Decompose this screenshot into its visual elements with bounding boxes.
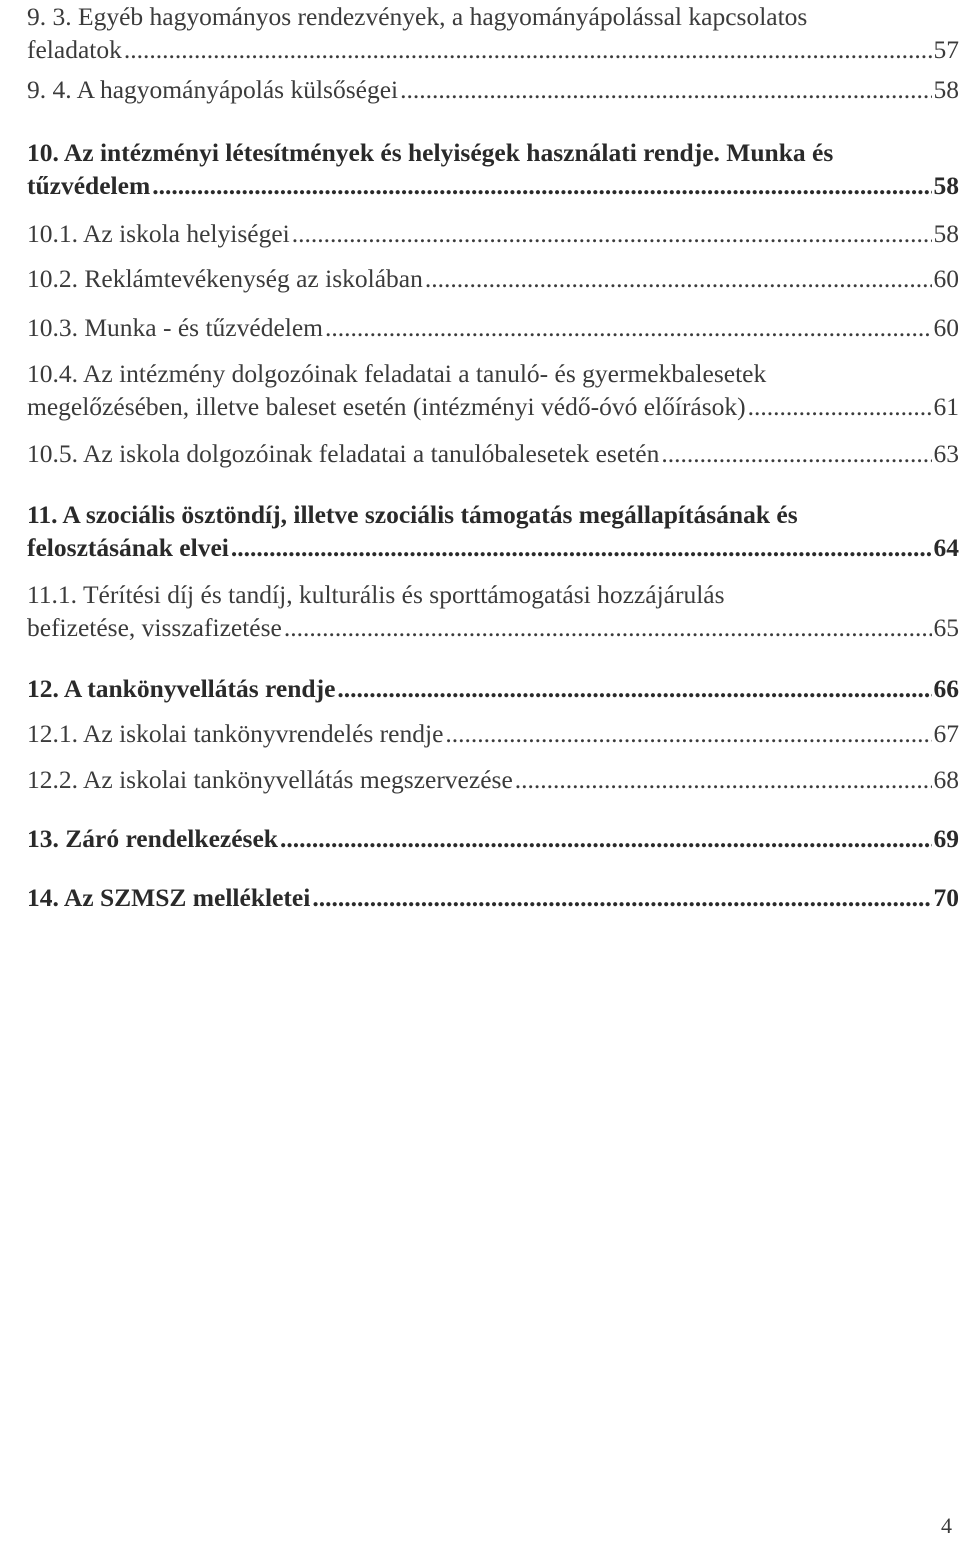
dot-leader xyxy=(229,531,932,564)
toc-page-number: 67 xyxy=(933,719,959,748)
toc-page-number: 70 xyxy=(933,883,959,912)
toc-page-number: 57 xyxy=(933,35,959,64)
toc-entry-text-line: 11. A szociális ösztöndíj, illetve szociális támogatás megállapításának és xyxy=(27,500,798,529)
toc-entry-11-1[interactable] xyxy=(27,578,959,644)
toc-entry-10-1[interactable] xyxy=(27,217,959,250)
toc-entry-12-2[interactable] xyxy=(27,763,959,796)
toc-page-number: 58 xyxy=(933,171,959,200)
toc-entry-text: feladatok xyxy=(27,35,122,64)
dot-leader xyxy=(282,611,932,644)
toc-page-number: 69 xyxy=(933,824,959,853)
dot-leader xyxy=(323,311,931,344)
toc-entry-text: 12. A tankönyvellátás rendje xyxy=(27,674,336,703)
toc-page-number: 65 xyxy=(933,613,959,642)
toc-entry-12-1[interactable] xyxy=(27,717,959,750)
toc-entry-text: 9. 4. A hagyományápolás külsőségei xyxy=(27,75,399,104)
dot-leader xyxy=(150,169,931,202)
toc-entry-text: 10.5. Az iskola dolgozóinak feladatai a tanulóbalesetek esetén xyxy=(27,439,660,468)
toc-page-number: 60 xyxy=(933,264,959,293)
toc-entry-text-line: 11.1. Térítési díj és tandíj, kulturális és sporttámogatási hozzájárulás xyxy=(27,580,725,609)
toc-entry-10-5[interactable] xyxy=(27,437,959,470)
toc-entry-text-line: 9. 3. Egyéb hagyományos rendezvények, a hagyományápolással kapcsolatos xyxy=(27,2,808,31)
toc-entry-text: megelőzésében, illetve baleset esetén (intézményi védő-óvó előírások) xyxy=(27,392,746,421)
toc-entry-10-2[interactable] xyxy=(27,262,959,295)
toc-page-number: 58 xyxy=(933,75,959,104)
toc-entry-text: 14. Az SZMSZ mellékletei xyxy=(27,883,311,912)
toc-entry-14[interactable] xyxy=(27,881,959,914)
toc-page-number: 60 xyxy=(933,313,959,342)
toc-page-number: 68 xyxy=(933,765,959,794)
page-number: 4 xyxy=(941,1513,952,1538)
toc-entry-text: tűzvédelem xyxy=(27,171,151,200)
toc-page-number: 61 xyxy=(933,392,959,421)
toc-entry-text: felosztásának elvei xyxy=(27,533,229,562)
toc-page-number: 64 xyxy=(933,533,959,562)
dot-leader xyxy=(278,822,932,855)
toc-entry-text: 10.1. Az iskola helyiségei xyxy=(27,219,290,248)
dot-leader xyxy=(423,262,932,295)
toc-page-number: 58 xyxy=(933,219,959,248)
toc-entry-9-3[interactable] xyxy=(27,0,959,66)
toc-entry-text-line: 10.4. Az intézmény dolgozóinak feladatai a tanuló- és gyermekbalesetek xyxy=(27,359,767,388)
dot-leader xyxy=(122,33,932,66)
toc-entry-10-3[interactable] xyxy=(27,311,959,344)
toc-entry-12[interactable] xyxy=(27,672,959,705)
dot-leader xyxy=(513,763,932,796)
toc-entry-10[interactable] xyxy=(27,136,959,202)
toc-entry-text: 10.3. Munka - és tűzvédelem xyxy=(27,313,324,342)
dot-leader xyxy=(746,390,932,423)
toc-entry-text: 13. Záró rendelkezések xyxy=(27,824,278,853)
toc-entry-11[interactable] xyxy=(27,498,959,564)
dot-leader xyxy=(290,217,932,250)
toc-entry-9-4[interactable] xyxy=(27,73,959,106)
dot-leader xyxy=(398,73,931,106)
dot-leader xyxy=(443,717,931,750)
toc-entry-text: 12.2. Az iskolai tankönyvellátás megszervezése xyxy=(27,765,513,794)
toc-entry-text: 10.2. Reklámtevékenység az iskolában xyxy=(27,264,423,293)
toc-page-number: 63 xyxy=(933,439,959,468)
dot-leader xyxy=(310,881,931,914)
toc-entry-text: 12.1. Az iskolai tankönyvrendelés rendje xyxy=(27,719,444,748)
toc-page-number: 66 xyxy=(933,674,959,703)
dot-leader xyxy=(335,672,931,705)
toc-entry-13[interactable] xyxy=(27,822,959,855)
toc-entry-text: befizetése, visszafizetése xyxy=(27,613,282,642)
dot-leader xyxy=(659,437,931,470)
toc-entry-10-4[interactable] xyxy=(27,357,959,423)
toc-entry-text-line: 10. Az intézményi létesítmények és helyiségek használati rendje. Munka és xyxy=(27,138,834,167)
